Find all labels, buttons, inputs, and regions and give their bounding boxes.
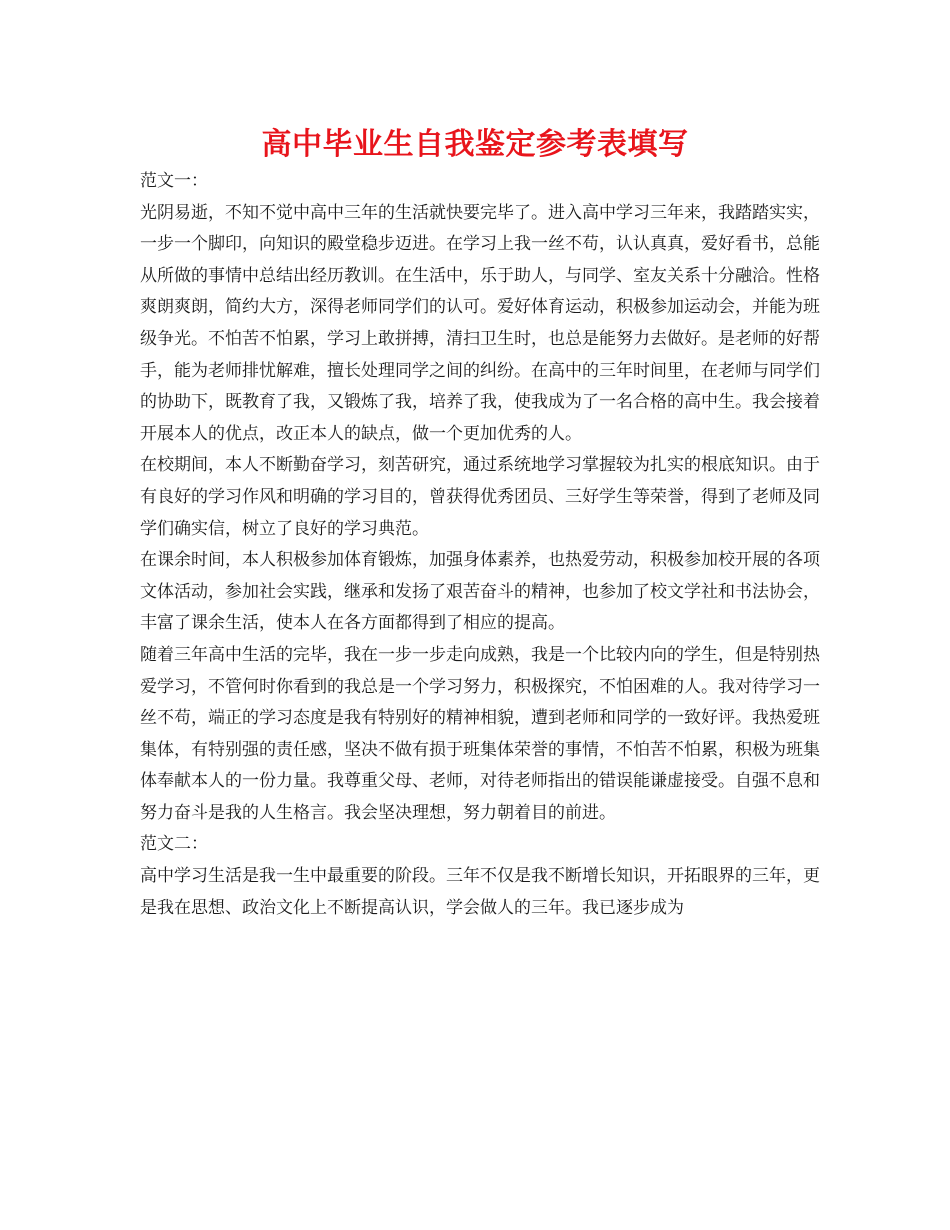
paragraph-2: 在校期间，本人不断勤奋学习，刻苦研究，通过系统地学习掌握较为扎实的根底知识。由于有良好的学习作风和明确的学习目的，曾获得优秀团员、三好学生等荣誉，得到了老师及同学们确实信，树立了良好的学习典范。 [140,455,820,539]
document-body [140,166,820,924]
paragraph-3: 在课余时间，本人积极参加体育锻炼，加强身体素养，也热爱劳动，积极参加校开展的各项文体活动，参加社会实践，继承和发扬了艰苦奋斗的精神，也参加了校文学社和书法协会，丰富了课余生活，使本人在各方面都得到了相应的提高。 [140,550,820,634]
heading-sample-two: 范文二： [140,834,208,855]
paragraph-1: 光阴易逝，不知不觉中高中三年的生活就快要完毕了。进入高中学习三年来，我踏踏实实，一步一个脚印，向知识的殿堂稳步迈进。在学习上我一丝不苟，认认真真，爱好看书，总能从所做的事情中总结出经历教训。在生活中，乐于助人，与同学、室友关系十分融洽。性格爽朗爽朗，简约大方，深得老师同学们的认可。爱好体育运动，积极参加运动会，并能为班级争光。不怕苦不怕累，学习上敢拼搏，清扫卫生时，也总是能努力去做好。是老师的好帮手，能为老师排忧解难，擅长处理同学之间的纠纷。在高中的三年时间里，在老师与同学们的协助下，既教育了我，又锻炼了我，培养了我，使我成为了一名合格的高中生。我会接着开展本人的优点，改正本人的缺点，做一个更加优秀的人。 [140,202,820,444]
document-title: 高中毕业生自我鉴定参考表填写 [261,127,689,162]
heading-sample-one: 范文一： [140,171,208,191]
paragraph-4: 随着三年高中生活的完毕，我在一步一步走向成熟，我是一个比较内向的学生，但是特别热爱学习，不管何时你看到的我总是一个学习努力，积极探究，不怕困难的人。我对待学习一丝不苟，端正的学习态度是我有特别好的精神相貌，遭到老师和同学的一致好评。我热爱班集体，有特别强的责任感，坚决不做有损于班集体荣誉的事情，不怕苦不怕累，积极为班集体奉献本人的一份力量。我尊重父母、老师，对待老师指出的错误能谦虚接受。自强不息和努力奋斗是我的人生格言。我会坚决理想，努力朝着目的前进。 [140,644,820,823]
paragraph-6: 高中学习生活是我一生中最重要的阶段。三年不仅是我不断增长知识，开拓眼界的三年，更是我在思想、政治文化上不断提高认识，学会做人的三年。我已逐步成为 [140,866,820,918]
